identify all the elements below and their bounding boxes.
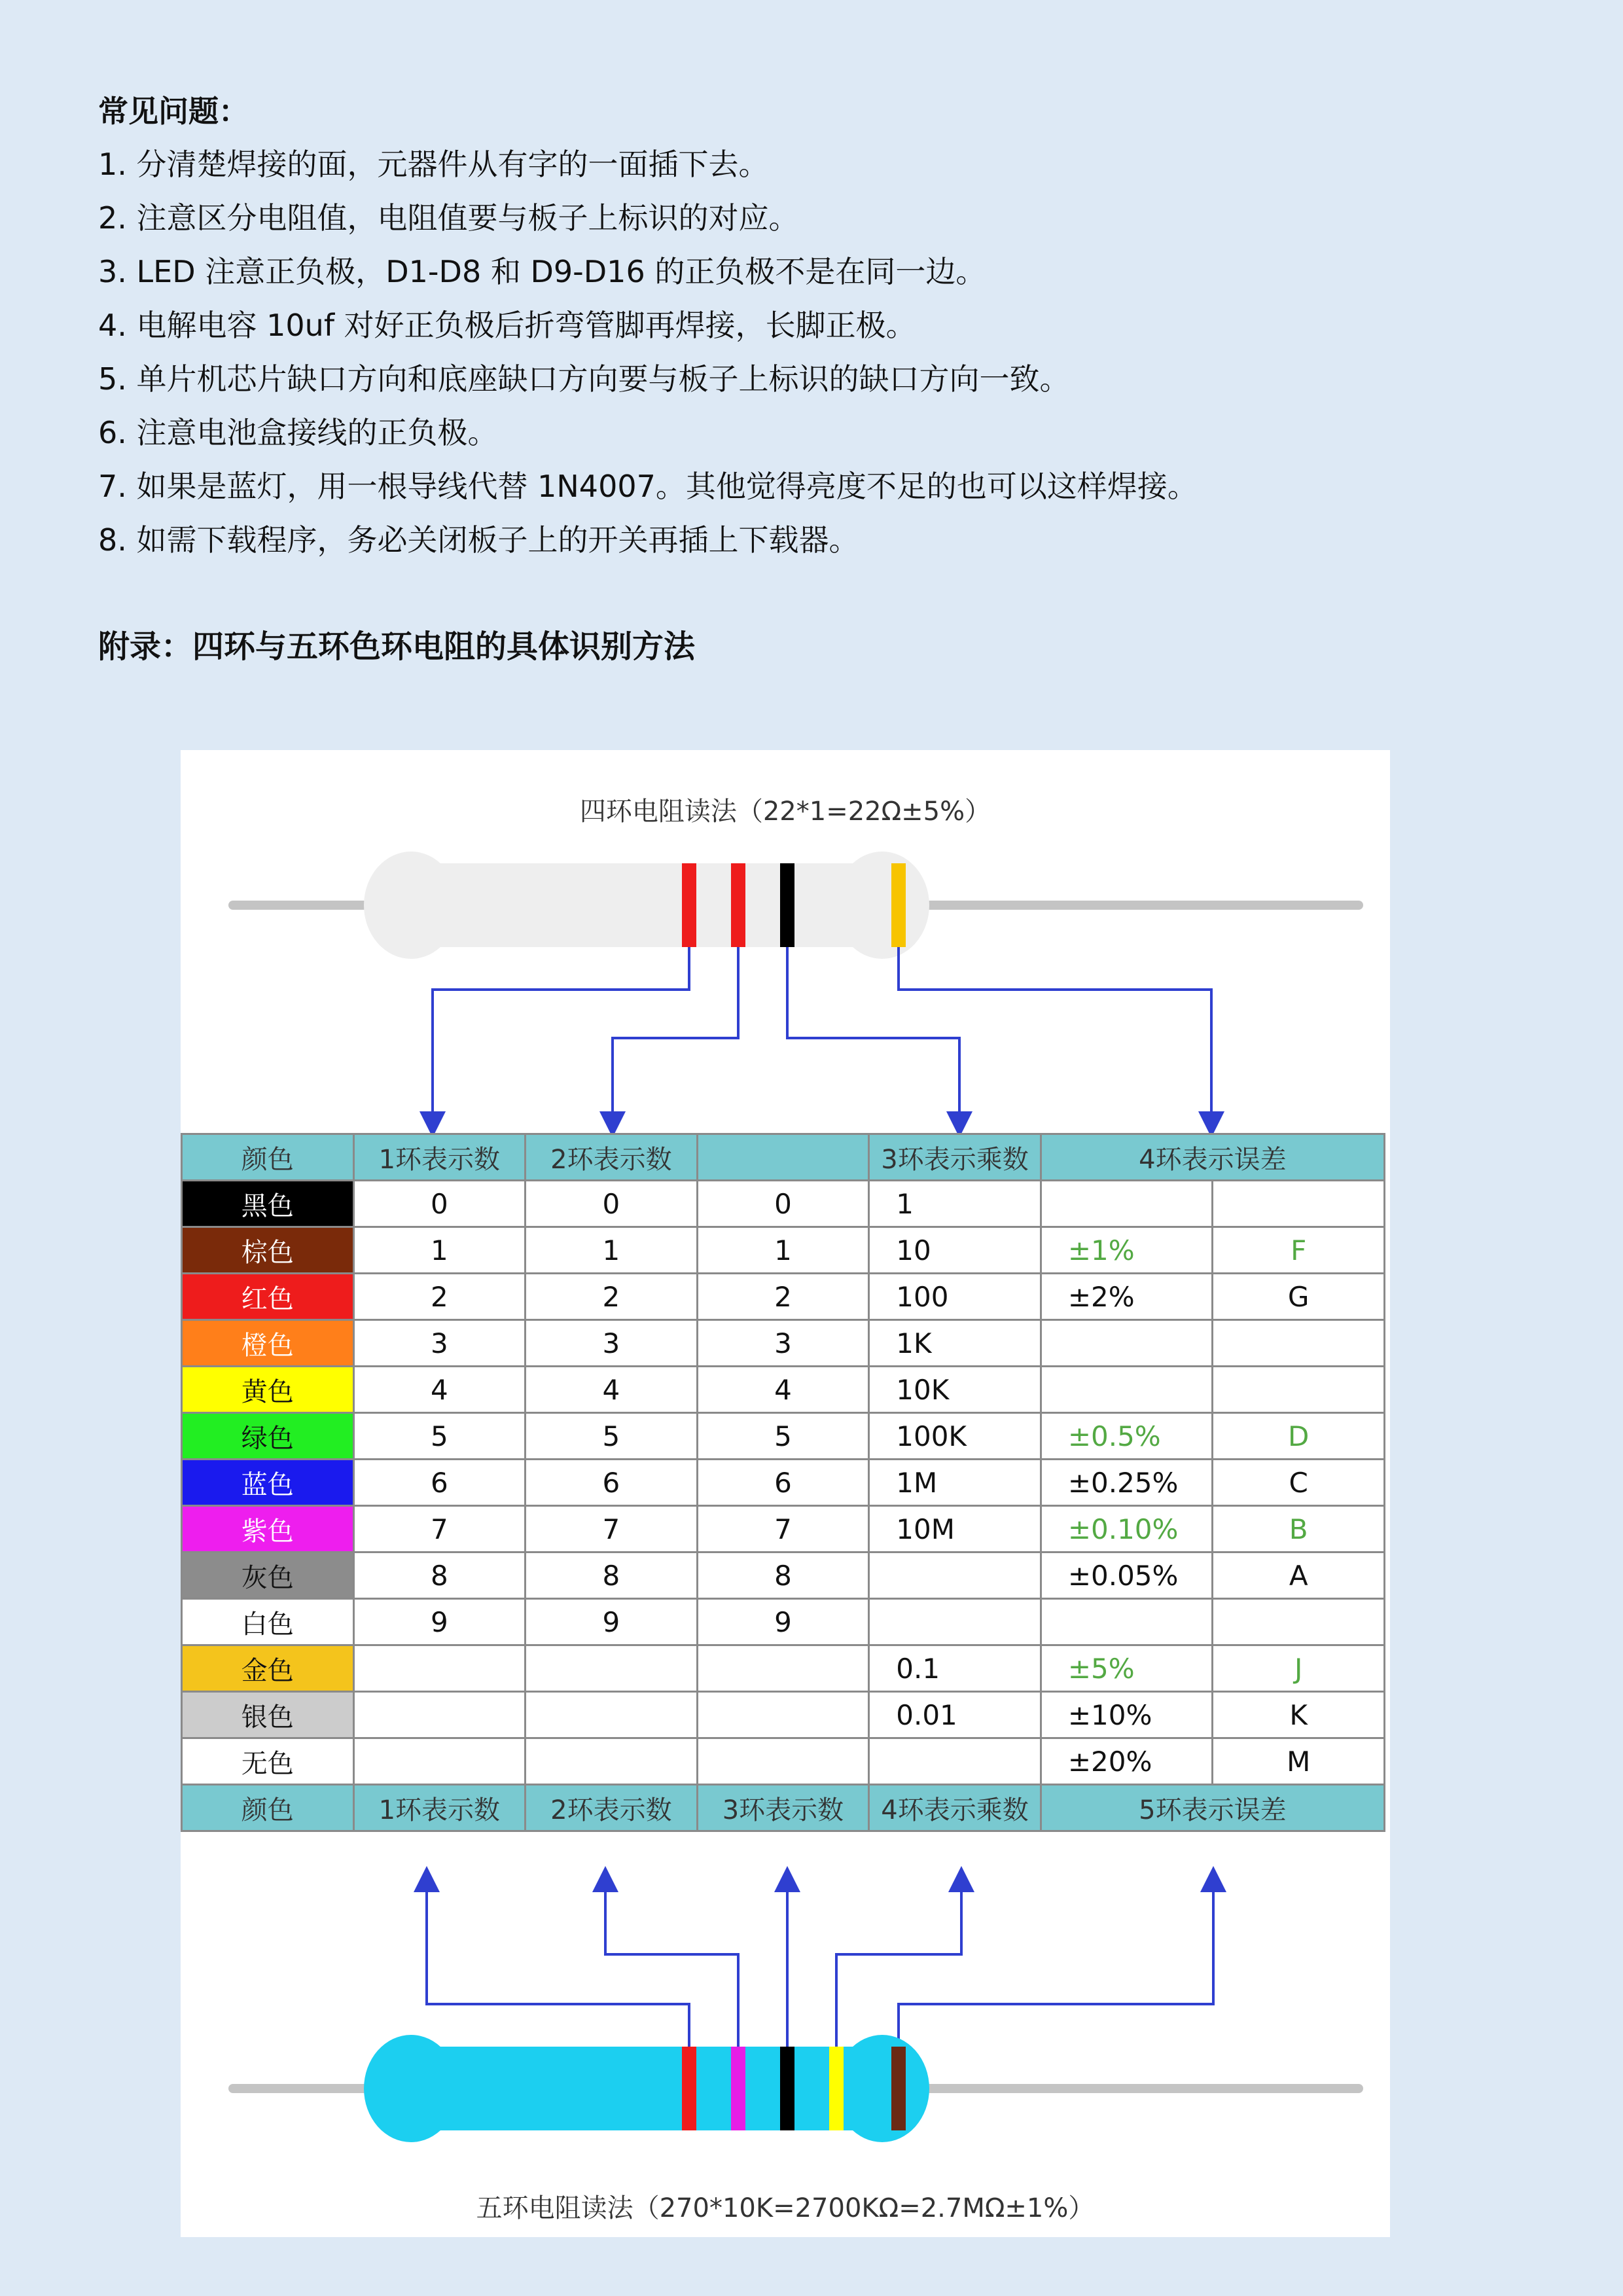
digit-3-cell: 7 — [697, 1506, 869, 1552]
header-cell: 颜色 — [182, 1134, 354, 1181]
tolerance-cell: ±5% — [1041, 1645, 1213, 1692]
multiplier-cell — [869, 1552, 1041, 1599]
digit-1-cell: 1 — [353, 1227, 526, 1274]
multiplier-cell: 1K — [869, 1320, 1041, 1367]
color-name-cell: 黑色 — [182, 1181, 354, 1227]
faq-item-6: 6. 注意电池盒接线的正负极。 — [98, 415, 498, 450]
multiplier-cell: 10M — [869, 1506, 1041, 1552]
header-cell: 4环表示误差 — [1041, 1134, 1384, 1181]
digit-3-cell: 6 — [697, 1460, 869, 1506]
color-code-table — [181, 1133, 1385, 1832]
tolerance-code-cell — [1213, 1181, 1385, 1227]
digit-2-cell: 8 — [526, 1552, 698, 1599]
faq-item-1: 1. 分清楚焊接的面，元器件从有字的一面插下去。 — [98, 147, 769, 182]
table-row — [182, 1274, 1385, 1320]
color-band — [891, 2047, 906, 2130]
table-header-bottom — [182, 1785, 1385, 1831]
four-band-caption: 四环电阻读法（22*1=22Ω±5%） — [579, 797, 991, 827]
color-name-cell: 橙色 — [182, 1320, 354, 1367]
five-band-resistor — [233, 2035, 1359, 2142]
digit-3-cell — [697, 1645, 869, 1692]
tolerance-code-cell: D — [1213, 1413, 1385, 1460]
multiplier-cell: 100K — [869, 1413, 1041, 1460]
digit-2-cell: 4 — [526, 1367, 698, 1413]
header-cell: 1环表示数 — [353, 1785, 526, 1831]
color-band — [731, 863, 745, 947]
faq-item-7: 7. 如果是蓝灯，用一根导线代替 1N4007。其他觉得亮度不足的也可以这样焊接。 — [98, 469, 1198, 504]
table-row — [182, 1645, 1385, 1692]
digit-1-cell: 4 — [353, 1367, 526, 1413]
color-band — [780, 863, 794, 947]
tolerance-code-cell: B — [1213, 1506, 1385, 1552]
five-band-arrows — [427, 1879, 1213, 2047]
digit-1-cell — [353, 1692, 526, 1738]
tolerance-cell: ±0.05% — [1041, 1552, 1213, 1599]
digit-2-cell: 5 — [526, 1413, 698, 1460]
digit-2-cell: 3 — [526, 1320, 698, 1367]
resistor-body — [411, 863, 882, 947]
tolerance-cell: ±2% — [1041, 1274, 1213, 1320]
digit-2-cell: 7 — [526, 1506, 698, 1552]
tolerance-cell — [1041, 1599, 1213, 1645]
header-cell: 1环表示数 — [353, 1134, 526, 1181]
tolerance-cell — [1041, 1367, 1213, 1413]
tolerance-code-cell — [1213, 1599, 1385, 1645]
connector-arrow — [427, 1879, 689, 2047]
connector-arrow — [899, 947, 1211, 1124]
multiplier-cell: 10K — [869, 1367, 1041, 1413]
digit-3-cell: 5 — [697, 1413, 869, 1460]
four-band-arrows — [433, 947, 1211, 1124]
digit-3-cell: 8 — [697, 1552, 869, 1599]
tolerance-cell: ±0.25% — [1041, 1460, 1213, 1506]
table-row — [182, 1599, 1385, 1645]
connector-arrow — [899, 1879, 1213, 2047]
header-cell: 5环表示误差 — [1041, 1785, 1384, 1831]
digit-1-cell: 2 — [353, 1274, 526, 1320]
digit-3-cell: 4 — [697, 1367, 869, 1413]
tolerance-code-cell: G — [1213, 1274, 1385, 1320]
color-band — [682, 2047, 696, 2130]
color-name-cell: 银色 — [182, 1692, 354, 1738]
table-row — [182, 1552, 1385, 1599]
color-name-cell: 金色 — [182, 1645, 354, 1692]
digit-1-cell: 8 — [353, 1552, 526, 1599]
table-row — [182, 1227, 1385, 1274]
digit-3-cell: 1 — [697, 1227, 869, 1274]
multiplier-cell: 10 — [869, 1227, 1041, 1274]
multiplier-cell — [869, 1738, 1041, 1785]
table-row — [182, 1506, 1385, 1552]
color-name-cell: 绿色 — [182, 1413, 354, 1460]
tolerance-code-cell — [1213, 1367, 1385, 1413]
tolerance-code-cell: M — [1213, 1738, 1385, 1785]
header-cell: 2环表示数 — [526, 1785, 698, 1831]
tolerance-code-cell: K — [1213, 1692, 1385, 1738]
faq-title: 常见问题： — [98, 94, 249, 129]
digit-2-cell — [526, 1645, 698, 1692]
tolerance-code-cell: C — [1213, 1460, 1385, 1506]
color-band — [829, 2047, 844, 2130]
tolerance-code-cell: J — [1213, 1645, 1385, 1692]
digit-1-cell: 0 — [353, 1181, 526, 1227]
digit-2-cell — [526, 1738, 698, 1785]
faq-item-5: 5. 单片机芯片缺口方向和底座缺口方向要与板子上标识的缺口方向一致。 — [98, 361, 1070, 397]
header-cell: 2环表示数 — [526, 1134, 698, 1181]
faq-section — [98, 85, 1538, 567]
header-cell: 颜色 — [182, 1785, 354, 1831]
tolerance-code-cell — [1213, 1320, 1385, 1367]
connector-arrow — [613, 947, 738, 1124]
color-name-cell: 紫色 — [182, 1506, 354, 1552]
table-row — [182, 1738, 1385, 1785]
color-name-cell: 无色 — [182, 1738, 354, 1785]
digit-1-cell: 9 — [353, 1599, 526, 1645]
tolerance-code-cell: F — [1213, 1227, 1385, 1274]
digit-3-cell: 2 — [697, 1274, 869, 1320]
digit-1-cell — [353, 1738, 526, 1785]
color-band — [731, 2047, 745, 2130]
digit-2-cell: 0 — [526, 1181, 698, 1227]
faq-item-4: 4. 电解电容 10uf 对好正负极后折弯管脚再焊接，长脚正极。 — [98, 308, 916, 343]
multiplier-cell — [869, 1599, 1041, 1645]
digit-3-cell: 3 — [697, 1320, 869, 1367]
tolerance-cell: ±0.5% — [1041, 1413, 1213, 1460]
digit-2-cell — [526, 1692, 698, 1738]
color-name-cell: 棕色 — [182, 1227, 354, 1274]
color-band — [682, 863, 696, 947]
header-cell: 3环表示乘数 — [869, 1134, 1041, 1181]
tolerance-cell: ±0.10% — [1041, 1506, 1213, 1552]
color-name-cell: 黄色 — [182, 1367, 354, 1413]
multiplier-cell: 0.01 — [869, 1692, 1041, 1738]
tolerance-cell: ±1% — [1041, 1227, 1213, 1274]
digit-2-cell: 1 — [526, 1227, 698, 1274]
table-row — [182, 1367, 1385, 1413]
multiplier-cell: 100 — [869, 1274, 1041, 1320]
digit-1-cell: 7 — [353, 1506, 526, 1552]
table-row — [182, 1413, 1385, 1460]
color-name-cell: 蓝色 — [182, 1460, 354, 1506]
faq-item-3: 3. LED 注意正负极，D1-D8 和 D9-D16 的正负极不是在同一边。 — [98, 254, 986, 289]
tolerance-cell: ±20% — [1041, 1738, 1213, 1785]
header-cell: 4环表示乘数 — [869, 1785, 1041, 1831]
table-row — [182, 1320, 1385, 1367]
table-row — [182, 1181, 1385, 1227]
color-name-cell: 白色 — [182, 1599, 354, 1645]
connector-arrow — [787, 947, 959, 1124]
color-band — [780, 2047, 794, 2130]
four-band-resistor — [233, 852, 1359, 959]
multiplier-cell: 1M — [869, 1460, 1041, 1506]
appendix-title: 附录：四环与五环色环电阻的具体识别方法 — [98, 628, 696, 665]
color-name-cell: 红色 — [182, 1274, 354, 1320]
digit-3-cell — [697, 1738, 869, 1785]
color-name-cell: 灰色 — [182, 1552, 354, 1599]
tolerance-cell: ±10% — [1041, 1692, 1213, 1738]
digit-2-cell: 9 — [526, 1599, 698, 1645]
resistor-body — [411, 2047, 882, 2130]
table-row — [182, 1692, 1385, 1738]
faq-item-2: 2. 注意区分电阻值，电阻值要与板子上标识的对应。 — [98, 200, 799, 236]
five-band-caption: 五环电阻读法（270*10K=2700KΩ=2.7MΩ±1%） — [476, 2193, 1095, 2223]
digit-3-cell — [697, 1692, 869, 1738]
color-band — [891, 863, 906, 947]
digit-1-cell: 6 — [353, 1460, 526, 1506]
connector-arrow — [605, 1879, 738, 2047]
digit-1-cell — [353, 1645, 526, 1692]
table-header-top — [182, 1134, 1385, 1181]
table-row — [182, 1460, 1385, 1506]
tolerance-cell — [1041, 1181, 1213, 1227]
digit-1-cell: 5 — [353, 1413, 526, 1460]
digit-3-cell: 9 — [697, 1599, 869, 1645]
header-cell — [697, 1134, 869, 1181]
multiplier-cell: 0.1 — [869, 1645, 1041, 1692]
multiplier-cell: 1 — [869, 1181, 1041, 1227]
connector-arrow — [433, 947, 689, 1124]
tolerance-cell — [1041, 1320, 1213, 1367]
digit-3-cell: 0 — [697, 1181, 869, 1227]
faq-item-8: 8. 如需下载程序，务必关闭板子上的开关再插上下载器。 — [98, 522, 859, 558]
digit-2-cell: 2 — [526, 1274, 698, 1320]
tolerance-code-cell: A — [1213, 1552, 1385, 1599]
digit-2-cell: 6 — [526, 1460, 698, 1506]
resistor-color-code-figure — [181, 750, 1390, 2237]
header-cell: 3环表示数 — [697, 1785, 869, 1831]
digit-1-cell: 3 — [353, 1320, 526, 1367]
